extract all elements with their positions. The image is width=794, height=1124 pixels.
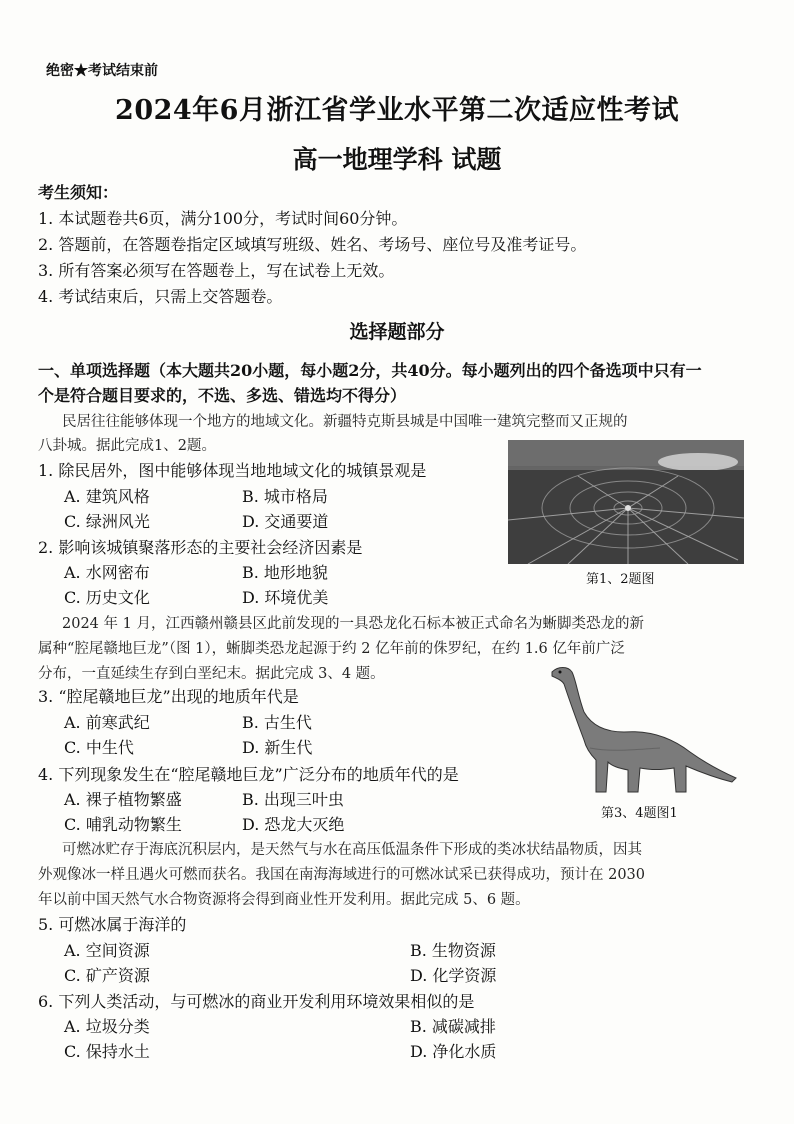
q3-option-b: B. 古生代 [242,713,312,732]
q4-option-a: A. 裸子植物繁盛 [64,790,182,809]
passage2-line1: 2024 年 1 月，江西赣州赣县区此前发现的一具恐龙化石标本被正式命名为蜥脚类恐龙的新 [62,616,644,632]
part-instructions-line1: 一、单项选择题（本大题共20小题，每小题2分，共40分。每小题列出的四个备选项中只有一 [38,361,702,380]
note-item: 4. 考试结束后，只需上交答题卷。 [38,287,283,306]
q5-option-a: A. 空间资源 [64,941,150,960]
q1-option-d: D. 交通要道 [242,512,329,531]
bagua-city-aerial-photo [508,440,744,564]
q2-option-d: D. 环境优美 [242,588,329,607]
figure-caption-q1-2: 第1、2题图 [586,572,655,587]
note-item: 1. 本试题卷共6页，满分100分，考试时间60分钟。 [38,209,408,228]
aerial-photo-graphic [508,440,744,564]
passage3-line1: 可燃冰贮存于海底沉积层内，是天然气与水在高压低温条件下形成的类冰状结晶物质，因其 [62,842,642,858]
dinosaur-illustration [540,662,740,798]
q1-option-b: B. 城市格局 [242,487,328,506]
q5-option-c: C. 矿产资源 [64,966,150,985]
q6-option-d: D. 净化水质 [410,1042,497,1061]
dinosaur-graphic [540,662,740,798]
passage3-line3: 年以前中国天然气水合物资源将会得到商业性开发利用。据此完成 5、6 题。 [38,892,530,908]
q1-option-c: C. 绿洲风光 [64,512,150,531]
notes-heading: 考生须知： [38,183,119,202]
exam-title: 2024年6月浙江省学业水平第二次适应性考试 [115,95,679,126]
exam-subtitle: 高一地理学科 试题 [292,145,502,174]
q6-option-c: C. 保持水土 [64,1042,150,1061]
passage3-line2: 外观像冰一样且遇火可燃而获名。我国在南海海域进行的可燃冰试采已获得成功，预计在 2030 [38,867,646,883]
q4-option-b: B. 出现三叶虫 [242,790,344,809]
part-instructions-line2: 个是符合题目要求的，不选、多选、错选均不得分） [38,386,407,405]
question-6-stem: 6. 下列人类活动，与可燃冰的商业开发利用环境效果相似的是 [38,992,475,1011]
q4-option-c: C. 哺乳动物繁生 [64,815,182,834]
question-2-stem: 2. 影响该城镇聚落形态的主要社会经济因素是 [38,538,363,557]
confidential-label: 绝密★考试结束前 [46,63,158,79]
q2-option-c: C. 历史文化 [64,588,150,607]
passage2-line2: 属种“腔尾赣地巨龙”（图 1），蜥脚类恐龙起源于约 2 亿年前的侏罗纪，在约 1.6 亿年前广泛 [38,641,625,657]
q3-option-c: C. 中生代 [64,738,134,757]
question-4-stem: 4. 下列现象发生在“腔尾赣地巨龙”广泛分布的地质年代的是 [38,765,459,784]
q2-option-b: B. 地形地貌 [242,563,328,582]
figure-caption-q3-4: 第3、4题图1 [601,806,678,821]
q5-option-d: D. 化学资源 [410,966,497,985]
q2-option-a: A. 水网密布 [64,563,150,582]
q4-option-d: D. 恐龙大灭绝 [242,815,345,834]
question-1-stem: 1. 除民居外，图中能够体现当地地域文化的城镇景观是 [38,461,427,480]
passage1-line2: 八卦城。据此完成1、2题。 [38,438,216,454]
q3-option-a: A. 前寒武纪 [64,713,150,732]
q6-option-a: A. 垃圾分类 [64,1017,150,1036]
note-item: 2. 答题前，在答题卷指定区域填写班级、姓名、考场号、座位号及准考证号。 [38,235,587,254]
note-item: 3. 所有答案必须写在答题卷上，写在试卷上无效。 [38,261,395,280]
question-5-stem: 5. 可燃冰属于海洋的 [38,915,187,934]
q5-option-b: B. 生物资源 [410,941,496,960]
q6-option-b: B. 减碳减排 [410,1017,496,1036]
q3-option-d: D. 新生代 [242,738,313,757]
passage2-line3: 分布，一直延续生存到白垩纪末。据此完成 3、4 题。 [38,666,385,682]
question-3-stem: 3. “腔尾赣地巨龙”出现的地质年代是 [38,687,299,706]
section-title: 选择题部分 [349,321,445,343]
q1-option-a: A. 建筑风格 [64,487,150,506]
passage1-line1: 民居往往能够体现一个地方的地域文化。新疆特克斯县城是中国唯一建筑完整而又正规的 [62,414,628,430]
